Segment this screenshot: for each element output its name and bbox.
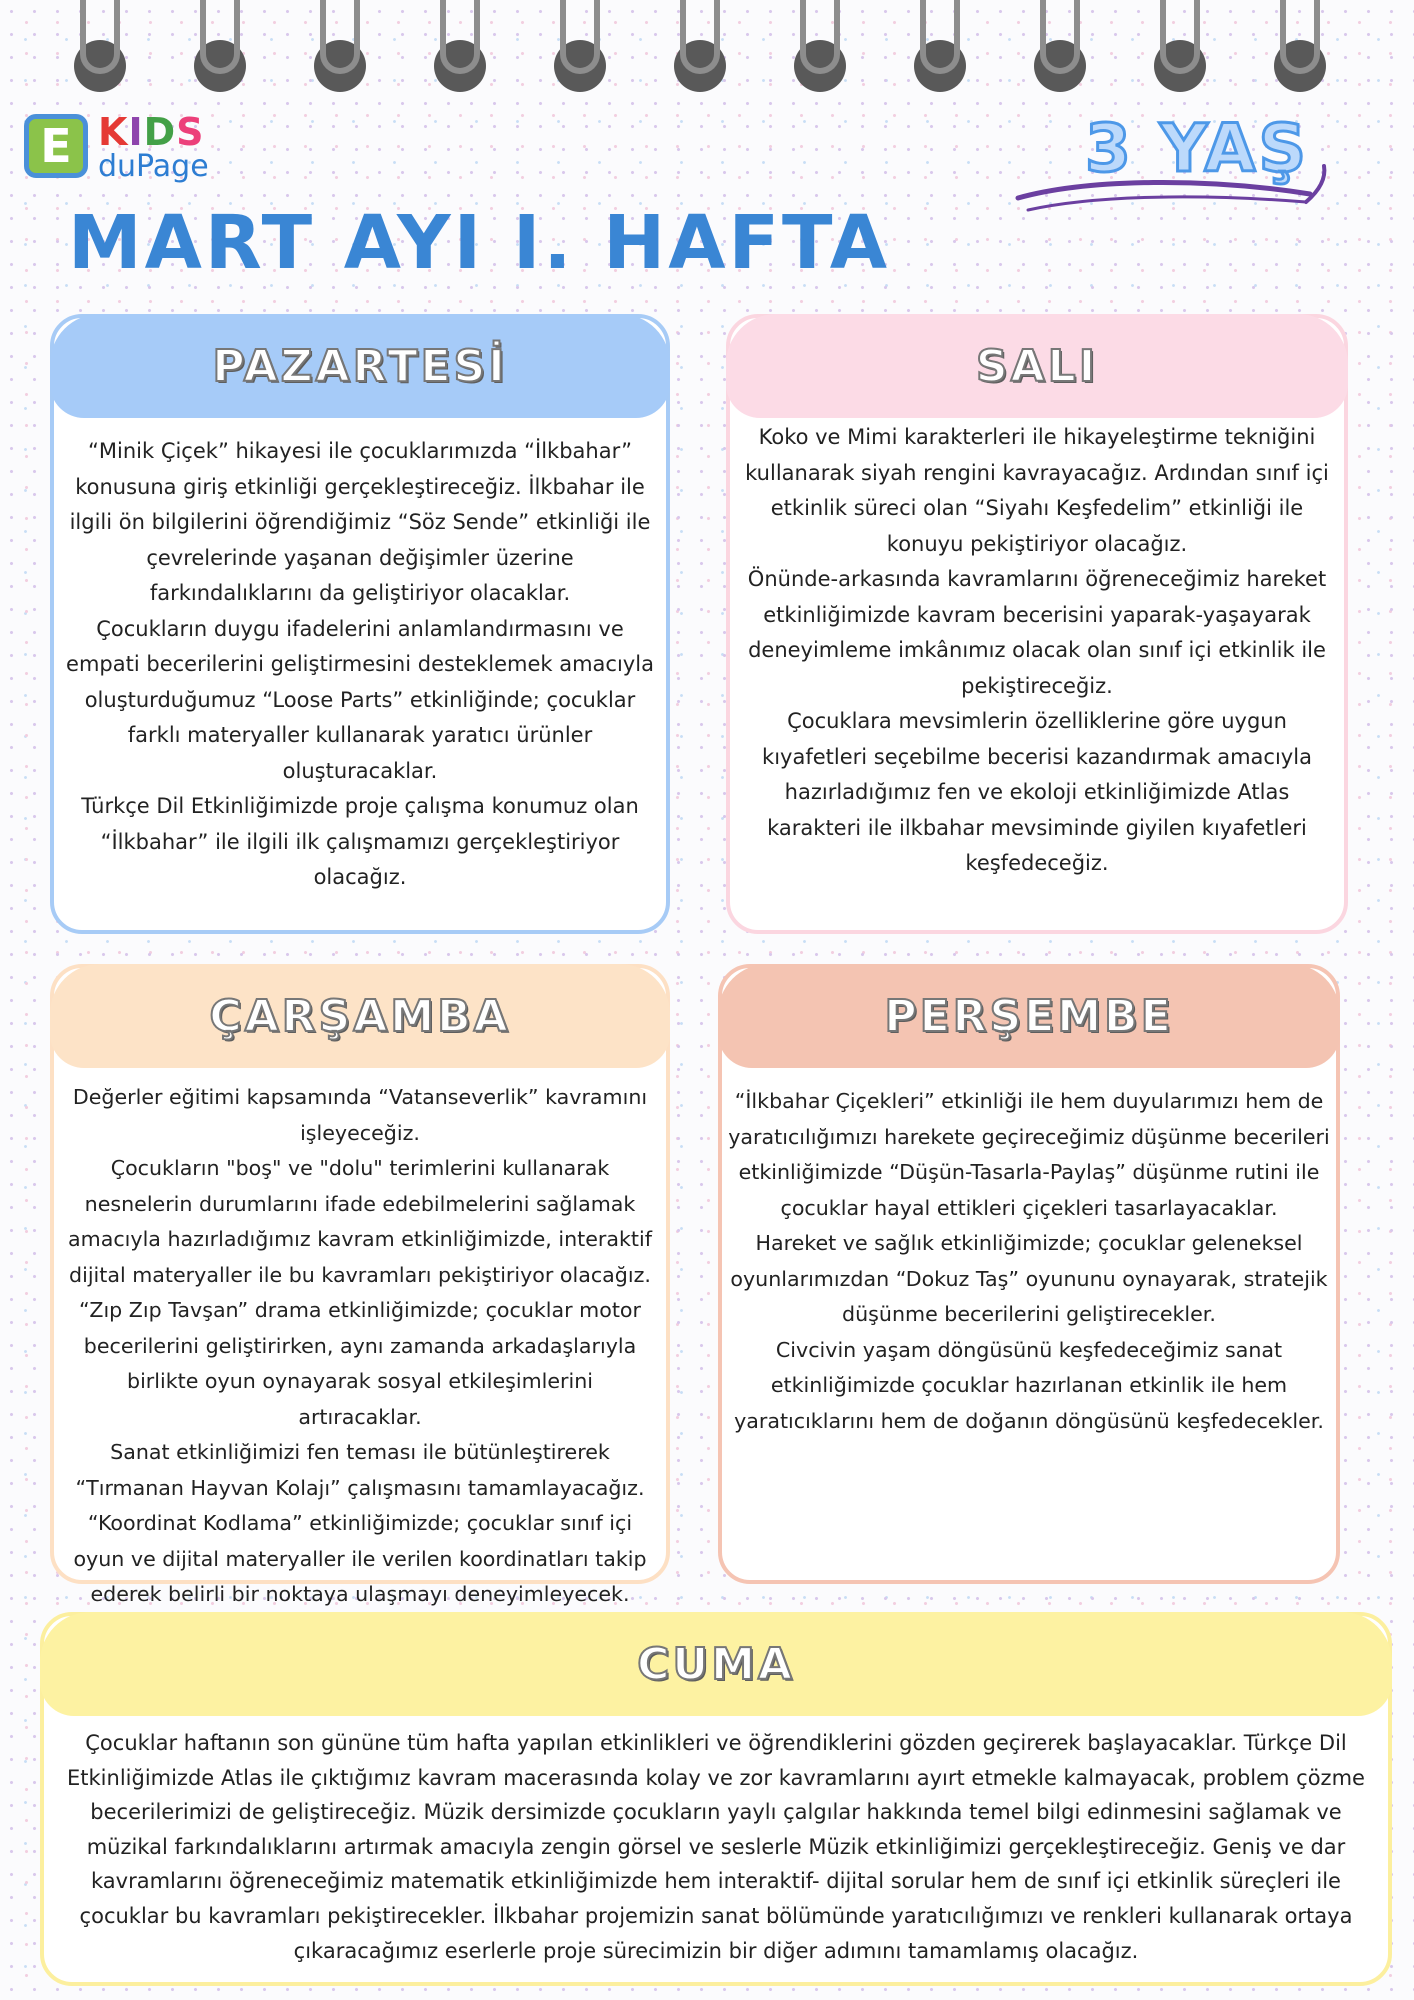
day-description xyxy=(64,434,656,896)
binder-ring-icon xyxy=(190,0,250,100)
day-card-header xyxy=(40,1612,1392,1716)
day-card-header xyxy=(50,964,670,1068)
day-card-wednesday xyxy=(50,964,670,1606)
binder-ring-icon xyxy=(1030,0,1090,100)
day-title: ÇARŞAMBA xyxy=(209,990,511,1042)
logo-dupage-word: duPage xyxy=(98,149,209,184)
day-title: PERŞEMBE xyxy=(884,990,1174,1042)
binder-ring-icon xyxy=(1270,0,1330,100)
day-card-header xyxy=(50,314,670,418)
binder-ring-icon xyxy=(550,0,610,100)
day-description xyxy=(740,420,1334,882)
day-card-monday xyxy=(50,314,670,934)
logo-letter: K xyxy=(98,110,129,154)
day-title: CUMA xyxy=(637,1638,795,1690)
paragraph: Türkçe Dil Etkinliğimizde proje çalışma konumuz olan “İlkbahar” ile ilgili ilk çalışmamızı gerçekleştiriyor olacağız. xyxy=(81,794,639,889)
day-description xyxy=(728,1084,1330,1439)
binder-ring-icon xyxy=(1150,0,1210,100)
day-card-thursday xyxy=(718,964,1340,1584)
spiral-binding xyxy=(0,0,1414,110)
binder-ring-icon xyxy=(670,0,730,100)
day-description xyxy=(64,1080,656,1613)
paragraph: Değerler eğitimi kapsamında “Vatanseverlik” kavramını işleyeceğiz. xyxy=(72,1085,648,1145)
paragraph: Koko ve Mimi karakterleri ile hikayeleştirme tekniğini kullanarak siyah rengini kavrayacağız. Ardından sınıf içi etkinlik süreci olan “Siyahı Keşfedelim” etkinliği ile konuyu pekiştiriyor olacağız. xyxy=(745,425,1329,556)
day-title: SALI xyxy=(975,340,1099,392)
paragraph: “Koordinat Kodlama” etkinliğimizde; çocuklar sınıf içi oyun ve dijital materyaller ile verilen koordinatları takip ederek belirli bir noktaya ulaşmayı deneyimleyecek. xyxy=(73,1511,647,1606)
day-card-friday xyxy=(40,1612,1392,1986)
paragraph: Hareket ve sağlık etkinliğimizde; çocuklar geleneksel oyunlarımızdan “Dokuz Taş” oyununu oynayarak, stratejik düşünme becerilerini geliştirecekler. xyxy=(730,1231,1328,1326)
logo-kids-word xyxy=(98,112,205,152)
paragraph: Çocukların duygu ifadelerini anlamlandırmasını ve empati becerilerini geliştirmesini desteklemek amacıyla oluşturduğumuz “Loose Parts” etkinliğinde; çocuklar farklı materyaller kullanarak yaratıcı ürünler oluşturacaklar. xyxy=(66,616,654,783)
day-card-tuesday xyxy=(726,314,1348,934)
logo-e-badge: E xyxy=(24,114,88,178)
page-title: MART AYI I. HAFTA xyxy=(68,200,891,286)
binder-ring-icon xyxy=(910,0,970,100)
paragraph: Önünde-arkasında kavramlarını öğreneceğimiz hareket etkinliğimizde kavram becerisini yaparak-yaşayarak deneyimleme imkânımız olacak olan sınıf içi etkinlik ile pekiştireceğiz. xyxy=(747,567,1327,698)
paragraph: Çocukların "boş" ve "dolu" terimlerini kullanarak nesnelerin durumlarını ifade edebilmelerini sağlamak amacıyla hazırladığımız kavram etkinliğimizde, interaktif dijital materyaller ile bu kavramları pekiştiriyor olacağız. xyxy=(68,1156,652,1287)
logo-letter: S xyxy=(176,110,205,154)
day-description xyxy=(58,1726,1374,1968)
paragraph: “Zıp Zıp Tavşan” drama etkinliğimizde; çocuklar motor becerilerini geliştirirken, aynı zamanda arkadaşlarıyla birlikte oyun oynayarak sosyal etkileşimlerini artıracaklar. xyxy=(79,1298,641,1429)
paragraph: Civcivin yaşam döngüsünü keşfedeceğimiz sanat etkinliğimizde çocuklar hazırlanan etkinlik ile hem yaratıcıklarını hem de doğanın döngüsünü keşfedecekler. xyxy=(734,1337,1324,1433)
age-label: 3 YAŞ xyxy=(1085,110,1309,187)
paragraph: “İlkbahar Çiçekleri” etkinliği ile hem duyularımızı hem de yaratıcılığımızı harekete geçireceğimiz düşünme becerileri etkinliğimizde “Düşün-Tasarla-Paylaş” düşünme rutini ile çocuklar hayal ettikleri çiçekleri tasarlayacaklar. xyxy=(728,1089,1330,1220)
binder-ring-icon xyxy=(430,0,490,100)
binder-ring-icon xyxy=(70,0,130,100)
paragraph: “Minik Çiçek” hikayesi ile çocuklarımızda “İlkbahar” konusuna giriş etkinliği gerçekleştireceğiz. İlkbahar ile ilgili ön bilgilerini öğrendiğimiz “Söz Sende” etkinliği ile çevrelerinde yaşanan değişimler üzerine farkındalıklarını da geliştiriyor olacaklar. xyxy=(69,439,651,605)
kids-dupage-logo xyxy=(24,112,224,187)
day-card-header xyxy=(718,964,1340,1068)
swoosh-decoration xyxy=(1010,160,1330,220)
day-title: PAZARTESİ xyxy=(212,340,508,392)
paragraph: Çocuklara mevsimlerin özelliklerine göre uygun kıyafetleri seçebilme becerisi kazandırmak amacıyla hazırladığımız fen ve ekoloji etkinliğimizde Atlas karakteri ile ilkbahar mevsiminde giyilen kıyafetleri keşfedeceğiz. xyxy=(762,709,1312,875)
logo-letter: D xyxy=(143,110,177,154)
binder-ring-icon xyxy=(790,0,850,100)
binder-ring-icon xyxy=(310,0,370,100)
paragraph: Çocuklar haftanın son gününe tüm hafta yapılan etkinlikleri ve öğrendiklerini gözden geçirerek başlayacaklar. Türkçe Dil Etkinliğimizde Atlas ile çıktığımız kavram macerasında kolay ve zor kavramlarını ayırt etmekle kalmayacak, problem çözme becerilerimizi de geliştireceğiz. Müzik dersimizde çocukların yaylı çalgılar hakkında temel bilgi edinmesini sağlamak ve müzikal farkındalıklarını artırmak amacıyla zengin görsel ve seslerle Müzik etkinliğimizi gerçekleştireceğiz. Geniş ve dar kavramlarını öğreneceğimiz matematik etkinliğimizde hem interaktif- dijital sorular hem de sınıf içi etkinlik süreçleri ile çocuklar bu kavramları pekiştirecekler. İlkbahar projemizin sanat bölümünde yaratıcılığımızı ve renkleri kullanarak ortaya çıkaracağımız eserlerle proje sürecimizin bir diğer adımını tamamlamış olacağız. xyxy=(67,1731,1365,1963)
logo-letter: I xyxy=(128,110,144,154)
day-card-header xyxy=(726,314,1348,418)
paragraph: Sanat etkinliğimizi fen teması ile bütünleştirerek “Tırmanan Hayvan Kolajı” çalışmasını tamamlayacağız. xyxy=(75,1440,645,1500)
